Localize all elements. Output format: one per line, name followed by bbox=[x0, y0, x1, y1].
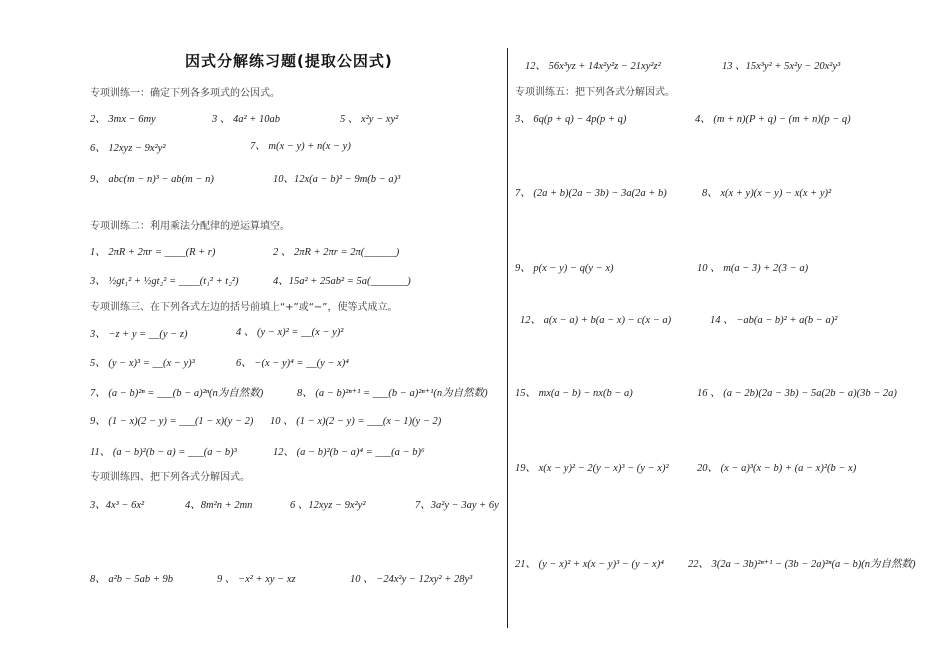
exercise-item: 4 、 (y − x)² = __(x − y)² bbox=[236, 327, 344, 338]
exercise-item: 6 、12xyz − 9x²y² bbox=[290, 500, 366, 511]
exercise-item: 7、 m(x − y) + n(x − y) bbox=[250, 141, 351, 152]
exercise-item: 1、 2πR + 2πr = ____(R + r) bbox=[90, 247, 216, 258]
exercise-item: 12、 a(x − a) + b(a − x) − c(x − a) bbox=[520, 315, 672, 326]
exercise-item: 10 、 −24x²y − 12xy² + 28y³ bbox=[350, 574, 473, 585]
exercise-item: 3、 ½gt₁² + ½gt₂² = ____(t₁² + t₂²) bbox=[90, 276, 239, 287]
exercise-item: 3、 −z + y = __(y − z) bbox=[90, 329, 188, 340]
exercise-item: 12、 56x³yz + 14x²y²z − 21xy²z² bbox=[525, 61, 661, 72]
exercise-item: 22、 3(2a − 3b)²ⁿ⁺¹ − (3b − 2a)²ⁿ(a − b)(n为自然数) bbox=[688, 559, 916, 570]
exercise-item: 12、 (a − b)²(b − a)⁴ = ___(a − b)⁶ bbox=[273, 447, 425, 458]
exercise-item: 3、 6q(p + q) − 4p(p + q) bbox=[515, 114, 627, 125]
exercise-item: 11、 (a − b)²(b − a) = ___(a − b)³ bbox=[90, 447, 237, 458]
exercise-item: 7、3a²y − 3ay + 6y bbox=[415, 500, 499, 511]
exercise-item: 10、12x(a − b)² − 9m(b − a)³ bbox=[273, 174, 401, 185]
section-heading-4: 专项训练四、把下列各式分解因式。 bbox=[90, 472, 250, 483]
exercise-item: 4、8m²n + 2mn bbox=[185, 500, 253, 511]
exercise-item: 10 、 (1 − x)(2 − y) = ___(x − 1)(y − 2) bbox=[270, 416, 442, 427]
exercise-item: 8、 x(x + y)(x − y) − x(x + y)² bbox=[702, 188, 832, 199]
exercise-item: 9、 (1 − x)(2 − y) = ___(1 − x)(y − 2) bbox=[90, 416, 254, 427]
exercise-item: 4、 (m + n)(P + q) − (m + n)(p − q) bbox=[695, 114, 851, 125]
exercise-item: 3、4x³ − 6x² bbox=[90, 500, 145, 511]
exercise-item: 13 、15x³y² + 5x²y − 20x²y³ bbox=[722, 61, 841, 72]
exercise-item: 8、 (a − b)²ⁿ⁺¹ = ___(b − a)²ⁿ⁺¹(n为自然数) bbox=[297, 388, 488, 399]
exercise-item: 2 、 2πR + 2πr = 2π(______) bbox=[273, 247, 400, 258]
exercise-item: 9、 abc(m − n)³ − ab(m − n) bbox=[90, 174, 214, 185]
exercise-item: 5、 (y − x)³ = __(x − y)³ bbox=[90, 358, 195, 369]
exercise-item: 21、 (y − x)² + x(x − y)³ − (y − x)⁴ bbox=[515, 559, 664, 570]
exercise-item: 6、 12xyz − 9x²y² bbox=[90, 143, 166, 154]
exercise-item: 2、 3mx − 6my bbox=[90, 114, 156, 125]
exercise-item: 9、 p(x − y) − q(y − x) bbox=[515, 263, 614, 274]
exercise-item: 3 、 4a² + 10ab bbox=[212, 114, 280, 125]
page-title: 因式分解练习题(提取公因式) bbox=[185, 52, 393, 70]
exercise-item: 7、 (2a + b)(2a − 3b) − 3a(2a + b) bbox=[515, 188, 667, 199]
exercise-item: 5 、 x²y − xy² bbox=[340, 114, 399, 125]
section-heading-2: 专项训练二：利用乘法分配律的逆运算填空。 bbox=[90, 221, 290, 232]
column-divider bbox=[507, 48, 508, 628]
exercise-item: 8、 a²b − 5ab + 9b bbox=[90, 574, 173, 585]
exercise-item: 14 、 −ab(a − b)² + a(b − a)² bbox=[710, 315, 838, 326]
exercise-item: 7、 (a − b)²ⁿ = ___(b − a)²ⁿ(n为自然数) bbox=[90, 388, 264, 399]
exercise-item: 9 、 −x² + xy − xz bbox=[217, 574, 296, 585]
exercise-item: 10 、 m(a − 3) + 2(3 − a) bbox=[697, 263, 809, 274]
exercise-item: 20、 (x − a)³(x − b) + (a − x)²(b − x) bbox=[697, 463, 857, 474]
exercise-item: 19、 x(x − y)² − 2(y − x)³ − (y − x)² bbox=[515, 463, 669, 474]
exercise-item: 15、 mx(a − b) − nx(b − a) bbox=[515, 388, 633, 399]
section-heading-5: 专项训练五：把下列各式分解因式。 bbox=[515, 87, 675, 98]
section-heading-1: 专项训练一：确定下列各多项式的公因式。 bbox=[90, 88, 280, 99]
exercise-item: 4、15a² + 25ab² = 5a(_______) bbox=[273, 276, 411, 287]
exercise-item: 16 、 (a − 2b)(2a − 3b) − 5a(2b − a)(3b − 2a) bbox=[697, 388, 897, 399]
exercise-item: 6、 −(x − y)⁴ = __(y − x)⁴ bbox=[236, 358, 349, 369]
section-heading-3: 专项训练三、在下列各式左边的括号前填上“+”或“−”，使等式成立。 bbox=[90, 302, 398, 313]
